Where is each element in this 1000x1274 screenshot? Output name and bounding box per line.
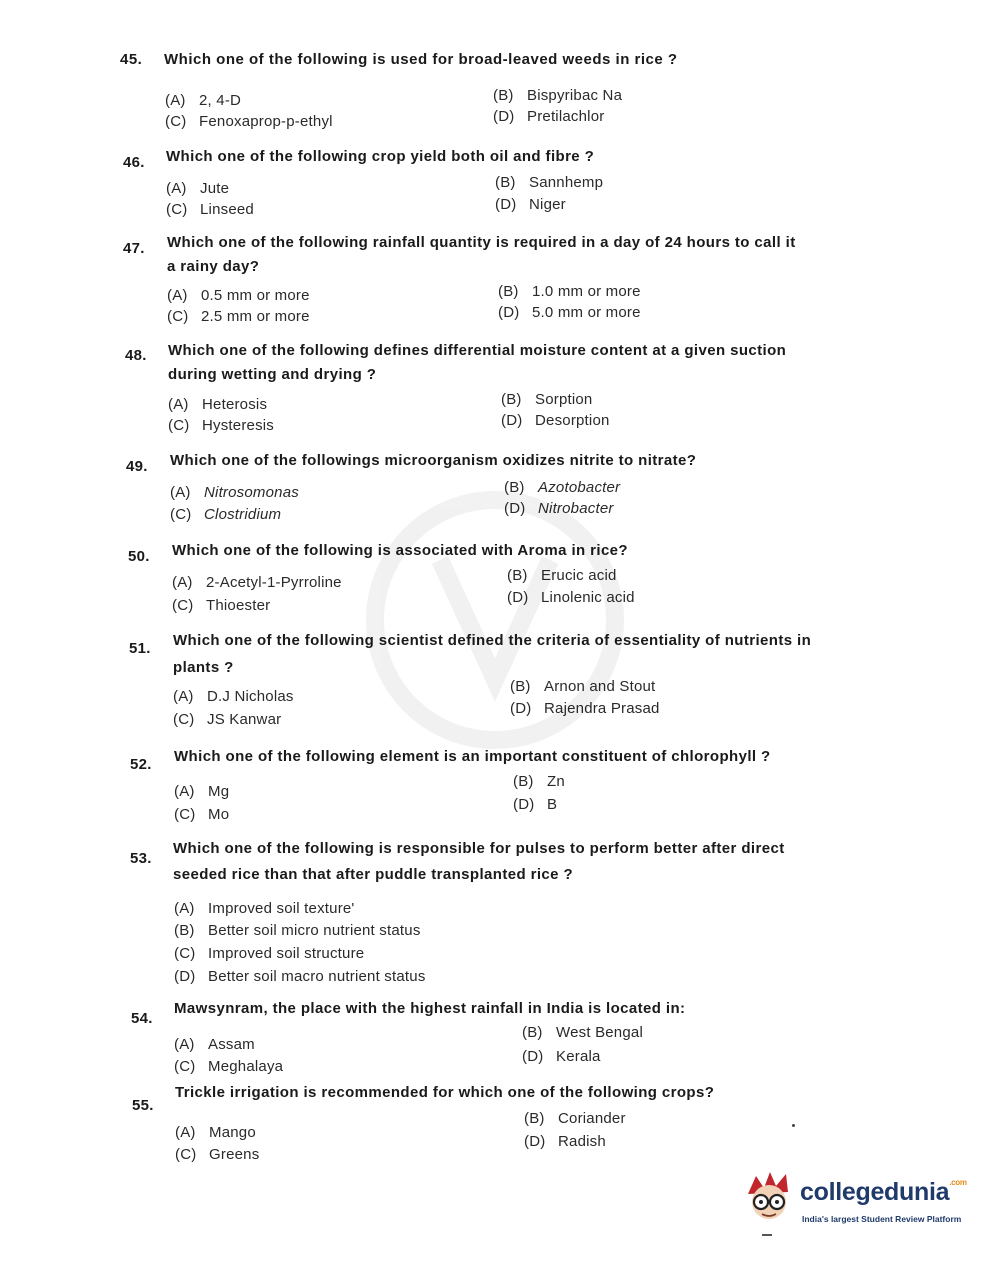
question-52-number: 52. — [130, 756, 152, 773]
q48-option-d: (D) Desorption — [501, 412, 610, 429]
q46-option-a: (A) Jute — [166, 180, 230, 197]
q53-option-c: (C) Improved soil structure — [174, 945, 365, 962]
q55-option-d: (D) Radish — [524, 1133, 606, 1150]
q52-option-c: (C) Mo — [174, 806, 230, 823]
collegedunia-logo[interactable] — [742, 1168, 972, 1238]
q48-option-c: (C) Hysteresis — [168, 417, 275, 434]
q49-option-b: (B) Azotobacter — [504, 479, 621, 496]
q54-option-a: (A) Assam — [174, 1036, 255, 1053]
q49-option-a: (A) Nitrosomonas — [170, 484, 299, 501]
q54-option-c: (C) Meghalaya — [174, 1058, 284, 1075]
q55-option-a: (A) Mango — [175, 1124, 256, 1141]
q53-option-d: (D) Better soil macro nutrient status — [174, 968, 426, 985]
stray-mark — [792, 1124, 795, 1127]
q46-option-d: (D) Niger — [495, 196, 566, 213]
q52-option-a: (A) Mg — [174, 783, 230, 800]
question-46-number: 46. — [123, 154, 145, 171]
question-55-text: Trickle irrigation is recommended for which one of the following crops? — [175, 1084, 715, 1101]
q50-option-d: (D) Linolenic acid — [507, 589, 635, 606]
q47-option-c: (C) 2.5 mm or more — [167, 308, 310, 325]
question-51-text-line2: plants ? — [173, 659, 234, 676]
question-53-text-line2: seeded rice than that after puddle transplanted rice ? — [173, 866, 574, 883]
question-55-number: 55. — [132, 1097, 154, 1114]
q45-option-b: (B) Bispyribac Na — [493, 87, 623, 104]
q50-option-b: (B) Erucic acid — [507, 567, 617, 584]
question-45-text: Which one of the following is used for broad-leaved weeds in rice ? — [164, 51, 678, 68]
q47-option-b: (B) 1.0 mm or more — [498, 283, 641, 300]
q50-option-a: (A) 2-Acetyl-1-Pyrroline — [172, 574, 342, 591]
stray-tick — [762, 1234, 772, 1236]
question-50-number: 50. — [128, 548, 150, 565]
q45-option-c: (C) Fenoxaprop-p-ethyl — [165, 113, 333, 130]
logo-tagline: India's largest Student Review Platform — [802, 1214, 962, 1224]
q49-option-d: (D) Nitrobacter — [504, 500, 614, 517]
question-51-number: 51. — [129, 640, 151, 657]
question-48-text-line1: Which one of the following defines differential moisture content at a given suction — [168, 342, 787, 359]
q55-option-c: (C) Greens — [175, 1146, 260, 1163]
q55-option-b: (B) Coriander — [524, 1110, 626, 1127]
question-51-text-line1: Which one of the following scientist defined the criteria of essentiality of nutrients in — [173, 632, 812, 649]
question-54-number: 54. — [131, 1010, 153, 1027]
q52-option-b: (B) Zn — [513, 773, 565, 790]
q51-option-d: (D) Rajendra Prasad — [510, 700, 660, 717]
question-45-number: 45. — [120, 51, 143, 68]
question-49-number: 49. — [126, 458, 148, 475]
question-48-number: 48. — [125, 347, 147, 364]
q47-option-d: (D) 5.0 mm or more — [498, 304, 641, 321]
question-48-text-line2: during wetting and drying ? — [168, 366, 377, 383]
q46-option-c: (C) Linseed — [166, 201, 254, 218]
question-47-text-line1: Which one of the following rainfall quantity is required in a day of 24 hours to call it — [167, 234, 796, 251]
question-47-number: 47. — [123, 240, 145, 257]
q49-option-c: (C) Clostridium — [170, 506, 282, 523]
question-46-text: Which one of the following crop yield both oil and fibre ? — [166, 148, 595, 165]
q52-option-d: (D) B — [513, 796, 558, 813]
q45-option-d: (D) Pretilachlor — [493, 108, 605, 125]
question-47-text-line2: a rainy day? — [167, 258, 260, 275]
q46-option-b: (B) Sannhemp — [495, 174, 604, 191]
watermark-logo — [345, 470, 645, 770]
q54-option-b: (B) West Bengal — [522, 1024, 643, 1041]
q53-option-b: (B) Better soil micro nutrient status — [174, 922, 421, 939]
mascot-icon — [742, 1168, 800, 1230]
q53-option-a: (A) Improved soil texture' — [174, 900, 355, 917]
q51-option-c: (C) JS Kanwar — [173, 711, 282, 728]
q51-option-a: (A) D.J Nicholas — [173, 688, 294, 705]
q45-option-a: (A) 2, 4-D — [165, 92, 242, 109]
question-54-text: Mawsynram, the place with the highest rainfall in India is located in: — [174, 1000, 686, 1017]
question-50-text: Which one of the following is associated with Aroma in rice? — [172, 542, 628, 559]
q48-option-b: (B) Sorption — [501, 391, 593, 408]
question-49-text: Which one of the followings microorganism oxidizes nitrite to nitrate? — [170, 452, 697, 469]
logo-wordmark: collegedunia$^{.com}$ — [800, 1178, 967, 1206]
q51-option-b: (B) Arnon and Stout — [510, 678, 656, 695]
question-45-header-cut — [120, 51, 680, 76]
q48-option-a: (A) Heterosis — [168, 396, 268, 413]
q50-option-c: (C) Thioester — [172, 597, 271, 614]
q54-option-d: (D) Kerala — [522, 1048, 601, 1065]
question-52-text: Which one of the following element is an important constituent of chlorophyll ? — [174, 748, 771, 765]
question-53-number: 53. — [130, 850, 152, 867]
q47-option-a: (A) 0.5 mm or more — [167, 287, 310, 304]
question-53-text-line1: Which one of the following is responsible for pulses to perform better after direct — [173, 840, 785, 857]
